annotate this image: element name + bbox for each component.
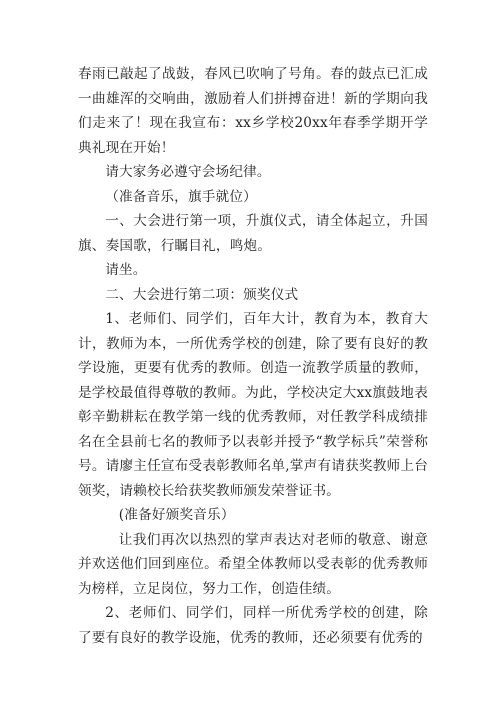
paragraph-award-music-note: (准备好颁奖音乐） — [118, 507, 235, 523]
paragraph-item-two-heading: 二、大会进行第二项：颁奖仪式 — [105, 286, 299, 303]
paragraph-item-one: 一、大会进行第一项，升旗仪式，请全体起立，升国旗、奏国歌，行瞩目礼，鸣炮。 — [78, 213, 428, 254]
paragraph-opening: 春雨已敲起了战鼓，春风已吹响了号角。春的鼓点已汇成一曲雄浑的交响曲，激励着人们拼搏奋进！新的学期向我们走来了！现在我宣布：xx乡学校20xx年春季学期开学典礼现在开始！ — [78, 66, 428, 156]
paragraph-please-sit: 请坐。 — [105, 262, 147, 278]
paragraph-award-two: 2、老师们、同学们，同样一所优秀学校的创建，除了要有良好的教学设施，优秀的教师，还必须要有优秀的 — [78, 605, 428, 646]
paragraph-award-one: 1、老师们、同学们，百年大计，教育为本，教育大计，教师为本，一所优秀学校的创建，除了要有良好的教学设施，更要有优秀的教师。创造一流教学质量的教师，是学校最值得尊敬的教师。为此，学校决定大xx旗鼓地表彰辛勤耕耘在教学第一线的优秀教师，对任教学科成绩排名在全县前七名的教师予以表彰并授予“教学标兵”荣誉称号。请廖主任宣布受表彰教师名单,掌声有请获奖教师上台领奖，请赖校长给获奖教师颁发荣誉证书。 — [78, 311, 428, 499]
paragraph-music-note: （准备音乐，旗手就位） — [105, 188, 257, 205]
document-body — [78, 62, 428, 650]
paragraph-discipline: 请大家务必遵守会场纪律。 — [105, 164, 271, 180]
paragraph-applause: 让我们再次以热烈的掌声表达对老师的敬意、谢意并欢送他们回到座位。希望全体教师以受表彰的优秀教师为榜样，立足岗位，努力工作，创造佳绩。 — [78, 531, 428, 597]
